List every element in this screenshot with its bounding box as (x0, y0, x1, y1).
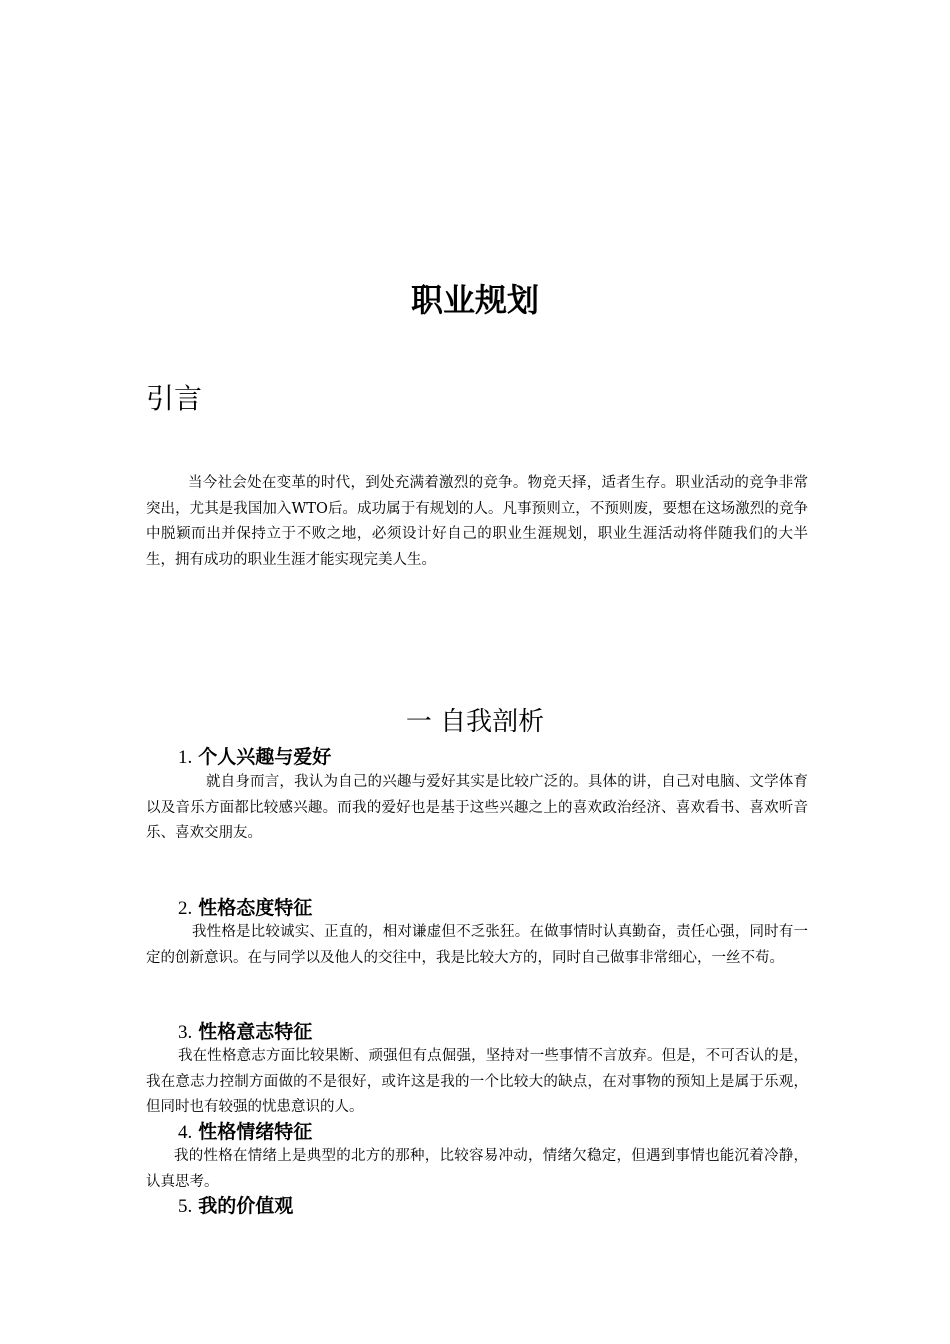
subsection-number: 4. (178, 1122, 193, 1143)
section-heading-self-analysis: 一 自我剖析 (405, 707, 545, 737)
subsection-heading-interests (178, 744, 331, 771)
subsection-paragraph-will: 我在性格意志方面比较果断、顽强但有点倔强，坚持对一些事情不言放弃。但是，不可否认的是，我在意志力控制方面做的不是很好，或许这是我的一个比较大的缺点，在对事物的预知上是属于乐观，但同时也有较强的忧患意识的人。 (146, 1048, 808, 1115)
subsection-paragraph-attitude: 我性格是比较诚实、正直的，相对谦虚但不乏张狂。在做事情时认真勤奋，责任心强，同时有一定的创新意识。在与同学以及他人的交往中，我是比较大方的，同时自己做事非常细心，一丝不苟。 (146, 924, 808, 966)
subsection-title: 性格态度特征 (198, 897, 313, 919)
document-title: 职业规划 (410, 281, 539, 319)
intro-paragraph: 当今社会处在变革的时代，到处充满着激烈的竞争。物竞天择，适者生存。职业活动的竞争非常突出，尤其是我国加入WTO后。成功属于有规划的人。凡事预则立，不预则废，要想在这场激烈的竞争中脱颖而出并保持立于不败之地，必须设计好自己的职业生涯规划，职业生涯活动将伴随我们的大半生，拥有成功的职业生涯才能实现完美人生。 (146, 475, 808, 568)
subsection-title: 性格情绪特征 (198, 1121, 313, 1143)
subsection-heading-values (178, 1193, 293, 1220)
subsection-heading-attitude (178, 895, 312, 922)
subsection-number: 3. (178, 1022, 193, 1043)
subsection-paragraph-emotion: 我的性格在情绪上是典型的北方的那种，比较容易冲动，情绪欠稳定，但遇到事情也能沉着冷静，认真思考。 (146, 1148, 808, 1190)
subsection-paragraph-interests: 就自身而言，我认为自己的兴趣与爱好其实是比较广泛的。具体的讲，自己对电脑、文学体育以及音乐方面都比较感兴趣。而我的爱好也是基于这些兴趣之上的喜欢政治经济、喜欢看书、喜欢听音乐、喜欢交朋友。 (146, 774, 808, 841)
subsection-heading-emotion (178, 1119, 312, 1146)
subsection-number: 2. (178, 898, 193, 919)
subsection-title: 性格意志特征 (198, 1021, 313, 1043)
subsection-title: 个人兴趣与爱好 (198, 746, 332, 768)
subsection-heading-will (178, 1019, 312, 1046)
subsection-title: 我的价值观 (198, 1195, 294, 1217)
subsection-number: 5. (178, 1196, 193, 1217)
subsection-number: 1. (178, 747, 193, 768)
intro-heading: 引言 (146, 382, 203, 415)
